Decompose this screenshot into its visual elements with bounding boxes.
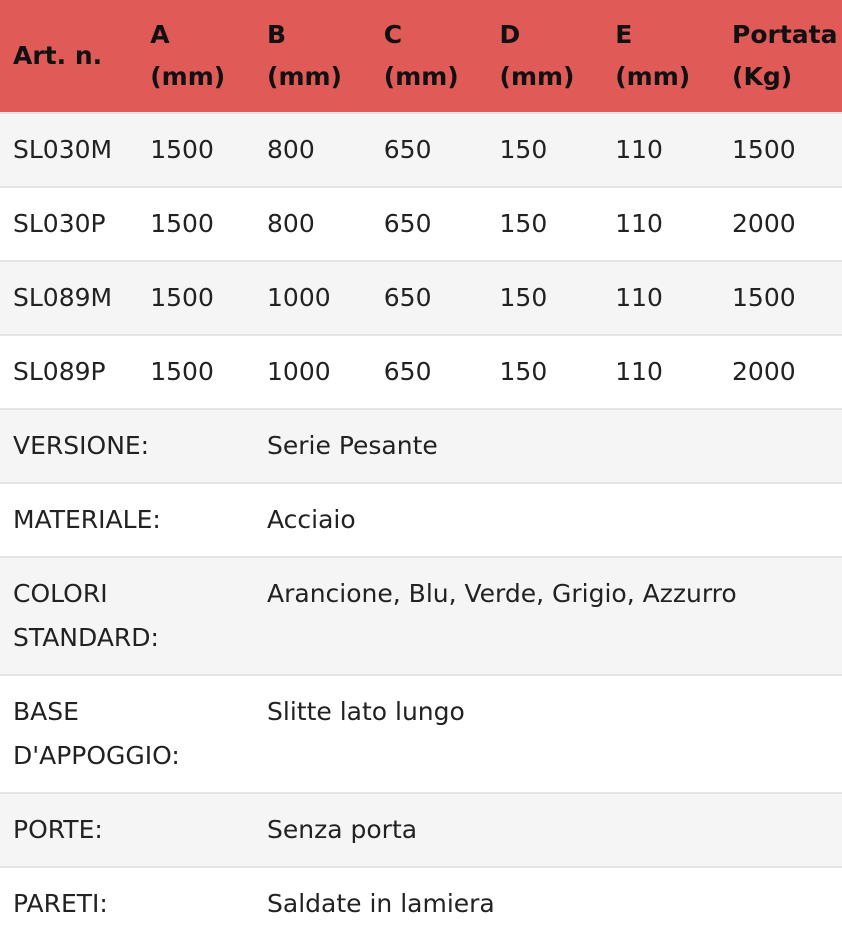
attribute-value: Serie Pesante: [254, 409, 842, 483]
attribute-label: PORTE:: [0, 793, 254, 867]
cell-dimension-d: 150: [487, 335, 603, 409]
cell-dimension-e: 110: [602, 335, 719, 409]
attribute-row-standard-colors: [0, 557, 842, 675]
attribute-value: Acciaio: [254, 483, 842, 557]
cell-load-capacity: 1500: [719, 113, 842, 187]
attribute-label: VERSIONE:: [0, 409, 254, 483]
header-article-number: Art. n.: [13, 41, 103, 70]
cell-load-capacity: 1500: [719, 261, 842, 335]
cell-dimension-d: 150: [487, 261, 603, 335]
cell-dimension-a: 1500: [137, 335, 254, 409]
table-row: [0, 261, 842, 335]
cell-dimension-c: 650: [371, 335, 487, 409]
table-row: [0, 335, 842, 409]
cell-dimension-e: 110: [602, 187, 719, 261]
attribute-label: BASE D'APPOGGIO:: [0, 675, 254, 793]
cell-dimension-d: 150: [487, 113, 603, 187]
header-dimension-e: E (mm): [615, 20, 691, 91]
header-dimension-b: B (mm): [267, 20, 342, 91]
cell-dimension-c: 650: [371, 113, 487, 187]
attribute-value: Senza porta: [254, 793, 842, 867]
attribute-label: MATERIALE:: [0, 483, 254, 557]
attribute-label: PARETI:: [0, 867, 254, 940]
header-dimension-a: A (mm): [150, 20, 226, 91]
header-dimension-d: D (mm): [499, 20, 575, 91]
attribute-row-walls: [0, 867, 842, 940]
table-row: [0, 113, 842, 187]
cell-dimension-b: 800: [254, 187, 371, 261]
cell-dimension-a: 1500: [137, 261, 254, 335]
attribute-row-doors: [0, 793, 842, 867]
cell-dimension-a: 1500: [137, 187, 254, 261]
table-body: [0, 113, 842, 940]
attribute-row-material: [0, 483, 842, 557]
cell-article-number: SL089P: [0, 335, 137, 409]
cell-dimension-c: 650: [371, 187, 487, 261]
attribute-value: Saldate in lamiera: [254, 867, 842, 940]
cell-article-number: SL089M: [0, 261, 137, 335]
cell-dimension-a: 1500: [137, 113, 254, 187]
attribute-row-version: [0, 409, 842, 483]
cell-dimension-c: 650: [371, 261, 487, 335]
table-header: [0, 0, 842, 113]
cell-dimension-b: 1000: [254, 261, 371, 335]
cell-dimension-e: 110: [602, 261, 719, 335]
header-dimension-c: C (mm): [383, 20, 459, 91]
cell-article-number: SL030M: [0, 113, 137, 187]
attribute-label: COLORI STANDARD:: [0, 557, 254, 675]
attribute-value: Slitte lato lungo: [254, 675, 842, 793]
attribute-row-support-base: [0, 675, 842, 793]
cell-dimension-b: 800: [254, 113, 371, 187]
cell-dimension-b: 1000: [254, 335, 371, 409]
attribute-value: Arancione, Blu, Verde, Grigio, Azzurro: [254, 557, 842, 675]
cell-load-capacity: 2000: [719, 335, 842, 409]
table-row: [0, 187, 842, 261]
cell-dimension-d: 150: [487, 187, 603, 261]
header-row: [0, 0, 842, 113]
header-load-capacity: Portata (Kg): [732, 20, 838, 91]
cell-article-number: SL030P: [0, 187, 137, 261]
cell-dimension-e: 110: [602, 113, 719, 187]
cell-load-capacity: 2000: [719, 187, 842, 261]
